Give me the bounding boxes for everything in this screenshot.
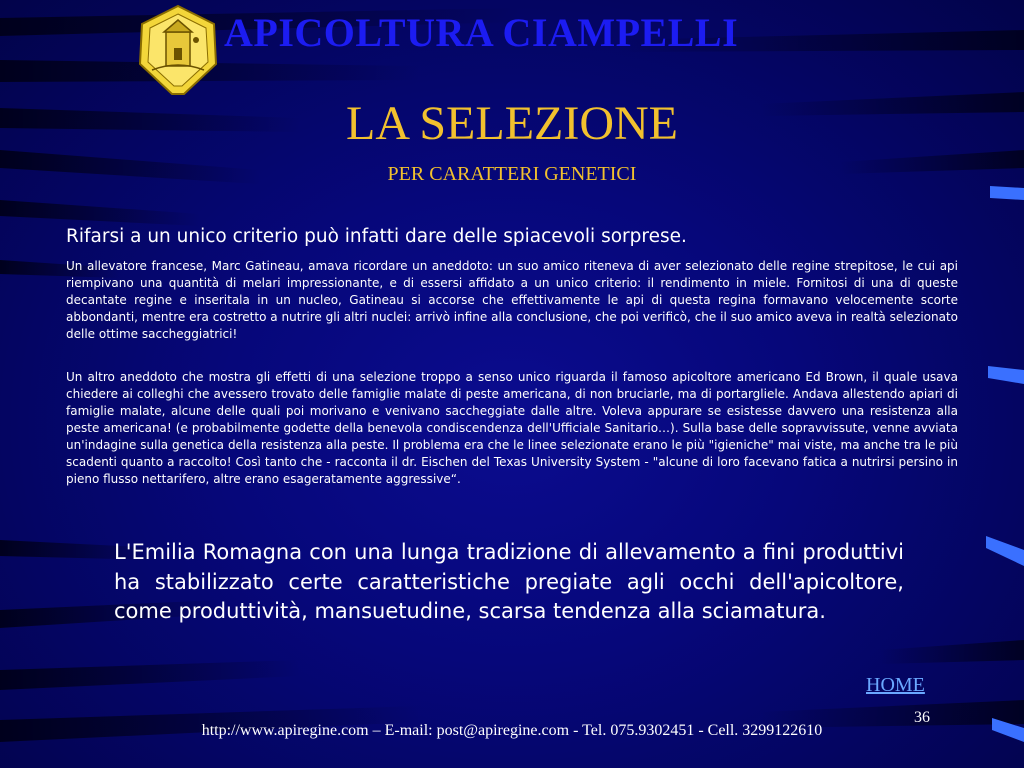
slide-subtitle: PER CARATTERI GENETICI bbox=[387, 163, 637, 185]
lead-sentence: Rifarsi a un unico criterio può infatti dare delle spiacevoli sorprese. bbox=[66, 226, 687, 247]
emilia-romagna-paragraph: L'Emilia Romagna con una lunga tradizione di allevamento a fini produttivi ha stabilizzato certe caratteristiche pregiate agli occhi dell'apicoltore, come produttività, mansuetudine, scarsa tendenza alla sciamatura. bbox=[114, 540, 904, 623]
apiary-logo bbox=[136, 4, 220, 96]
brand-name: APICOLTURA CIAMPELLI bbox=[224, 10, 739, 55]
home-link[interactable]: HOME bbox=[866, 674, 925, 696]
slide-title: LA SELEZIONE bbox=[346, 97, 678, 150]
anecdote-paragraph-1: Un allevatore francese, Marc Gatineau, amava ricordare un aneddoto: un suo amico riteneva di aver selezionato delle regine strepitose, le cui api riempivano una quantità di melari impressionante, e di essersi affidato a un unico criterio: il rendimento in miele. Fornitosi di una di queste decantate regine e inseritala in un nucleo, Gatineau si accorse che effettivamente le api di questa regina formavano velocemente scorte abbondanti, mentre era costretto a nutrire gli altri nuclei: arrivò infine alla conclusione, che poi verificò, che il suo amico aveva in realtà selezionato delle ottime saccheggiatrici! bbox=[66, 259, 958, 341]
footer-contact: http://www.apiregine.com – E-mail: post@apiregine.com - Tel. 075.9302451 - Cell. 3299122610 bbox=[201, 722, 823, 739]
page-number: 36 bbox=[914, 709, 930, 726]
anecdote-paragraph-2: Un altro aneddoto che mostra gli effetti di una selezione troppo a senso unico riguarda il famoso apicoltore americano Ed Brown, il quale usava chiedere ai colleghi che avessero trovato delle famiglie malate di peste americana, di non bruciarle, ma di portargliele. Andava allestendo apiari di famiglie malate, alcune delle quali poi morivano e venivano saccheggiate dalle altre. Voleva appurare se esistesse davvero una resistenza alla peste americana! (e probabilmente godette della benevola condiscendenza dell'Ufficiale Sanitario…). Sulla base delle sopravvissute, venne avviata un'indagine sulla genetica della resistenza alla peste. Il problema era che le linee selezionate erano le più "igieniche" mai viste, ma anche tra le più scadenti quanto a raccolto! Così tanto che - racconta il dr. Eischen del Texas University System - "alcune di loro facevano fatica a nutrirsi persino in pieno flusso nettarifero, altre erano esageratamente aggressive“. bbox=[66, 370, 958, 486]
